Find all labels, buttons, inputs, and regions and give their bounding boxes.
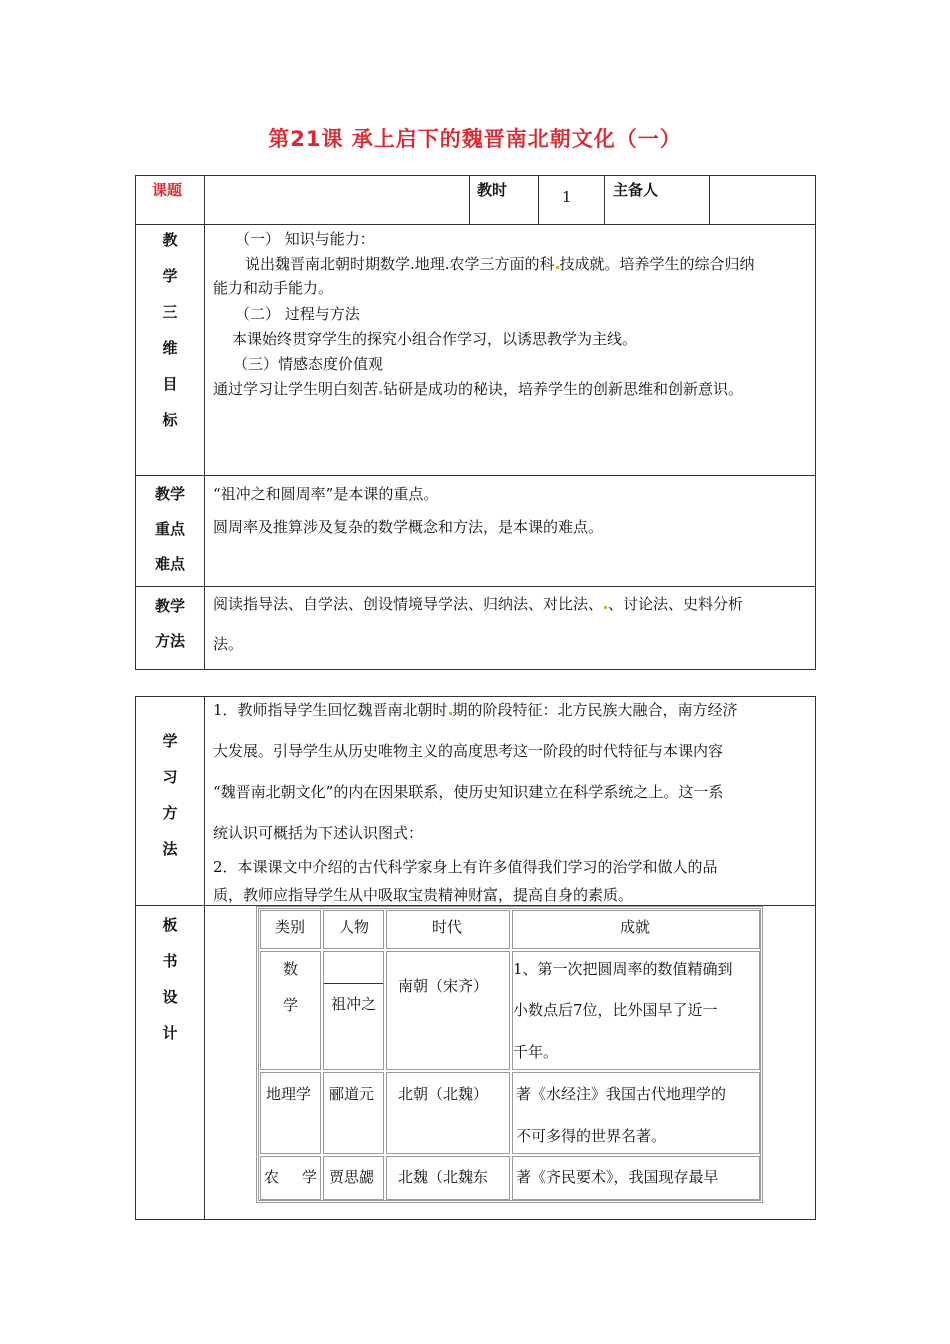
cell-category: 数 xyxy=(283,960,299,978)
key-point-line: 圆周率及推算涉及复杂的数学概念和方法，是本课的难点。 xyxy=(213,518,604,536)
goals-label: 教 学 三 维 目 标 xyxy=(162,231,178,429)
goal-line: （三）情感态度价值观 xyxy=(233,355,384,373)
methods-line: 阅读指导法、自学法、创设情境导学法、归纳法、对比法、 、讨论法、史料分析 xyxy=(213,595,744,613)
goal-line: 说出魏晋南北朝时期数学.地理.农学三方面的科 技成就。培养学生的综合归纳 xyxy=(245,255,755,273)
learning-label: 学 习 方 法 xyxy=(162,732,178,858)
learning-line: 1．教师指导学生回忆魏晋南北朝时 期的阶段特征：北方民族大融合，南方经济 xyxy=(213,701,738,719)
cell-era: 北魏（北魏东 xyxy=(398,1168,489,1186)
cell-category: 地理学 xyxy=(266,1085,312,1103)
learning-line: 2．本课课文中介绍的古代科学家身上有许多值得我们学习的治学和做人的品 xyxy=(213,858,718,876)
key-point-line: “祖冲之和圆周率”是本课的重点。 xyxy=(213,485,439,503)
cell-achievement: 著《齐民要术》，我国现存最早 xyxy=(516,1168,719,1186)
cell-era: 北朝（北魏） xyxy=(398,1085,489,1103)
cell-category: 农 xyxy=(264,1168,280,1186)
learning-line: “魏晋南北朝文化”的内在因果联系，使历史知识建立在科学系统之上。这一系 xyxy=(213,783,724,801)
key-points-label: 教学 重点 难点 xyxy=(154,485,185,573)
learning-line: 质，教师应指导学生从中吸取宝贵精神财富，提高自身的素质。 xyxy=(213,886,634,904)
goal-line: 能力和动手能力。 xyxy=(213,279,334,297)
learning-line: 统认识可概括为下述认识图式： xyxy=(213,824,424,842)
period-value: 1 xyxy=(562,188,572,206)
cell-achievement: 著《水经注》我国古代地理学的 xyxy=(516,1085,727,1103)
learning-line: 大发展。引导学生从历史唯物主义的高度思考这一阶段的时代特征与本课内容 xyxy=(213,742,724,760)
page-title: 第21课 承上启下的魏晋南北朝文化（一） xyxy=(268,127,682,151)
cell-category: 学 xyxy=(302,1168,318,1186)
methods-line: 法。 xyxy=(213,635,244,653)
goal-line: （一） 知识与能力： xyxy=(235,230,375,248)
goal-line: （二） 过程与方法 xyxy=(235,305,360,323)
cell-category: 学 xyxy=(283,996,299,1014)
board-label: 板 书 设 计 xyxy=(162,916,178,1042)
cell-person: 贾思勰 xyxy=(329,1168,375,1186)
period-label: 教时 xyxy=(477,181,508,199)
cell-achievement: 1、第一次把圆周率的数值精确到 xyxy=(513,960,733,978)
methods-label: 教学 方法 xyxy=(154,597,185,650)
preparer-label: 主备人 xyxy=(613,181,659,199)
col-header-era: 时代 xyxy=(432,918,463,936)
goal-line: 通过学习让学生明白刻苦 钻研是成功的秘诀，培养学生的创新思维和创新意识。 xyxy=(213,380,744,398)
col-header-person: 人物 xyxy=(339,918,370,936)
topic-label: 课题 xyxy=(152,181,183,199)
col-header-achievement: 成就 xyxy=(620,918,651,936)
cell-person: 祖冲之 xyxy=(331,995,377,1013)
cell-achievement: 千年。 xyxy=(513,1043,559,1061)
goal-line: 本课始终贯穿学生的探究小组合作学习，以诱思教学为主线。 xyxy=(232,330,638,348)
cell-achievement: 小数点后7位，比外国早了近一 xyxy=(513,1001,718,1019)
cell-achievement: 不可多得的世界名著。 xyxy=(516,1127,667,1145)
cell-era: 南朝（宋齐） xyxy=(398,977,489,995)
cell-person: 郦道元 xyxy=(329,1085,375,1103)
col-header-category: 类别 xyxy=(275,918,306,936)
